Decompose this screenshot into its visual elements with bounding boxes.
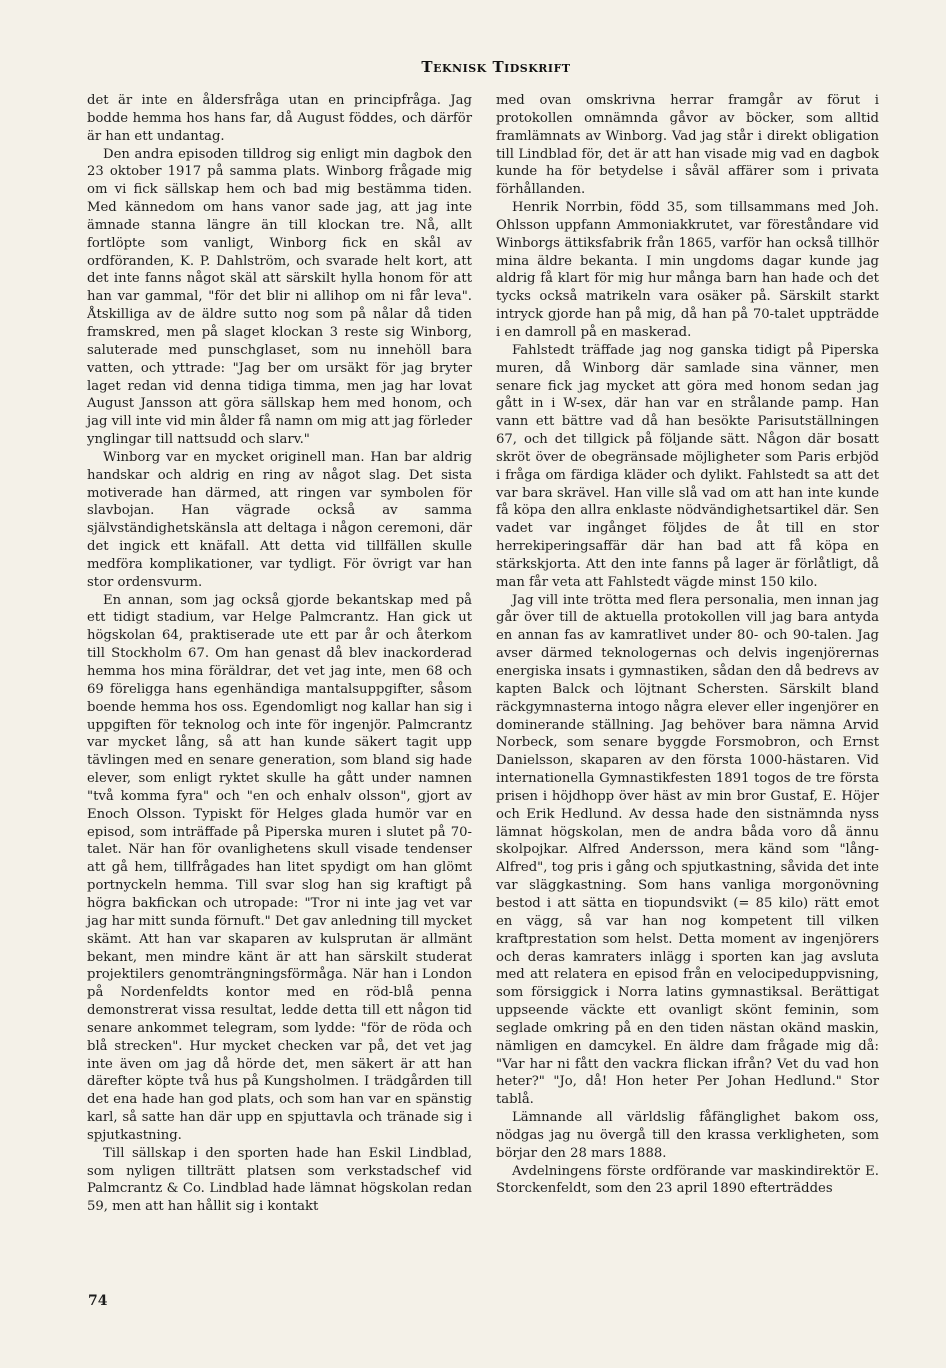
page-number: 74 <box>88 1293 108 1309</box>
journal-header: Teknisk Tidskrift <box>421 58 571 76</box>
paragraph: Avdelningens förste ordförande var maskindirektör E. Storckenfeldt, som den 23 april 1890 efterträddes <box>496 1163 879 1197</box>
paragraph: Lämnande all världslig fåfänglighet bakom oss, nödgas jag nu övergå till den krassa verkligheten, som börjar den 28 mars 1888. <box>496 1110 879 1161</box>
right-column <box>496 92 879 1198</box>
left-column <box>87 92 472 1216</box>
paragraph: Jag vill inte trötta med flera personalia, men innan jag går över till de aktuella protokollen vill jag bara antyda en annan fas av kamratlivet under 80- och 90-talen. Jag avser därmed teknologernas och delvis ingenjörernas energiska insats i gymnastiken, sådan den då bedrevs av kapten Balck och löjtnant Schersten. Särskilt bland räckgymnasterna intogo några elever eller ingenjörer en dominerande ställning. Jag behöver bara nämna Arvid Norbeck, som senare byggde Forsmobron, och Ernst Danielsson, skaparen av den första 1000-hästaren. Vid internationella Gymnastikfesten 1891 togos de tre första prisen i höjdhopp över häst av min bror Gustaf, E. Höjer och Erik Hedlund. Av dessa hade den sistnämnda nyss lämnat högskolan, men de andra båda voro då ännu skolpojkar. Alfred Andersson, mera känd som "lång-Alfred", tog pris i gång och spjutkastning, såvida det inte var släggkastning. Som hans vanliga morgonövning bestod i att sätta en tiopundsvikt (= 85 kilo) rätt emot en vägg, så var han nog kompetent till vilken kraftprestation som helst. Detta moment av ingenjörers och deras kamraters inlägg i sporten kan jag avsluta med att relatera en episod från en velocipeduppvisning, som försiggick i Norra latins gymnastiksal. Berättigat uppseende väckte ett ovanligt skönt feminin, som seglade omkring på en den tiden nästan okänd maskin, nämligen en damcykel. En äldre dam frågade mig då: "Var har ni fått den vackra flickan ifrån? Vet du vad hon heter?" "Jo, då! Hon heter Per Johan Hedlund." Stor tablå. <box>496 592 879 1108</box>
paragraph: Winborg var en mycket originell man. Han bar aldrig handskar och aldrig en ring av något slag. Det sista motiverade han därmed, att ringen var symbolen för slavbojan. Han vägrade också av samma självständighetskänsla att deltaga i någon ceremoni, där det ingick ett knäfall. Att detta vid tillfällen skulle medföra komplikationer, var tydligt. För övrigt var han stor ordensvurm. <box>87 449 472 590</box>
paragraph: med ovan omskrivna herrar framgår av förut i protokollen omnämnda gåvor av böcker, som alltid framlämnats av Winborg. Vad jag står i direkt obligation till Lindblad för, det är att han visade mig vad en dagbok kunde ha för betydelse i såväl affärer som i privata förhållanden. <box>496 93 879 198</box>
paragraph: Henrik Norrbin, född 35, som tillsammans med Joh. Ohlsson uppfann Ammoniakkrutet, var föreståndare vid Winborgs ättiksfabrik från 1865, varför han också tillhör mina äldre bekanta. I min ungdoms dagar kunde jag aldrig få klart för mig hur många barn han hade och det tycks också matrikeln vara osäker på. Särskilt starkt intryck gjorde han på mig, då han på 70-talet uppträdde i en damroll på en maskerad. <box>496 200 879 340</box>
paragraph: Till sällskap i den sporten hade han Eskil Lindblad, som nyligen tillträtt platsen som verkstadschef vid Palmcrantz & Co. Lindblad hade lämnat högskolan redan 59, men att han hållit sig i kontakt <box>87 1145 472 1215</box>
paragraph: Den andra episoden tilldrog sig enligt min dagbok den 23 oktober 1917 på samma plats. Winborg frågade mig om vi fick sällskap hem och bad mig bestämma tiden. Med kännedom om hans vanor sade jag, att jag inte ämnade stanna längre än till klockan tre. Nå, allt fortlöpte som vanligt, Winborg fick en skål av ordföranden, K. P. Dahlström, och svarade helt kort, att det inte fanns något skäl att särskilt hylla honom för att han var gammal, "för det blir ni allihop om ni får leva". Åtskilliga av de äldre sutto nog som på nålar då tiden framskred, men på slaget klockan 3 reste sig Winborg, saluterade med punschglaset, som nu innehöll bara vatten, och yttrade: "Jag ber om ursäkt för jag bryter laget redan vid denna tidiga timma, men jag har lovat August Jansson att göra sällskap hem med honom, och jag vill inte vid min ålder få namn om mig att jag förleder ynglingar till nattsudd och slarv." <box>87 146 472 448</box>
paragraph: Fahlstedt träffade jag nog ganska tidigt på Piperska muren, då Winborg där samlade sina vänner, men senare fick jag mycket att göra med honom sedan jag gått in i W-sex, där han var en strålande pamp. Han vann ett bättre vad då han besökte Parisutställningen 67, och det tillgick på följande sätt. Någon där bosatt skröt över de obegränsade möjligheter som Paris erbjöd i fråga om färdiga kläder och dylikt. Fahlstedt sa att det var bara skrävel. Han ville slå vad om att han inte kunde få köpa den allra enklaste nödvändighetsartikel där. Sen vadet var ingånget följdes de åt till en stor herrekiperingsaffär där han bad att få köpa en stärkskjorta. Att den inte fanns på lager är förlåtligt, då man får veta att Fahlstedt vägde minst 150 kilo. <box>496 342 879 590</box>
paragraph: det är inte en åldersfråga utan en principfråga. Jag bodde hemma hos hans far, då August föddes, och därför är han ett undantag. <box>87 93 472 144</box>
paragraph: En annan, som jag också gjorde bekantskap med på ett tidigt stadium, var Helge Palmcrantz. Han gick ut högskolan 64, praktiserade ute ett par år och återkom till Stockholm 67. Om han genast då blev inackorderad hemma hos mina föräldrar, det vet jag inte, men 68 och 69 föreligga hans egenhändiga mantalsuppgifter, såsom boende hemma hos oss. Egendomligt nog kallar han sig i uppgiften för teknolog och inte för ingenjör. Palmcrantz var mycket lång, så att han kunde säkert tagit upp tävlingen med en senare generation, som bland sig hade elever, som enligt ryktet skulle ha gått under namnen "två komma fyra" och "en och enhalv olsson", gjort av Enoch Olsson. Typiskt för Helges glada humör var en episod, som inträffade på Piperska muren i slutet på 70-talet. När han för ovanlighetens skull visade tendenser att gå hem, tillfrågades han litet spydigt om han glömt portnyckeln hemma. Till svar slog han sig kraftigt på högra bakfickan och utropade: "Tror ni inte jag vet var jag har mitt sunda förnuft." Det gav anledning till mycket skämt. Att han var skaparen av kulsprutan är allmänt bekant, men mindre känt är att han särskilt studerat projektilers genomträngningsförmåga. När han i London på Nordenfeldts kontor med en röd-blå penna demonstrerat vissa resultat, ledde detta till ett någon tid senare ankommet telegram, som lydde: "för de röda och blå strecken". Hur mycket checken var på, det vet jag inte även om jag då hörde det, men säkert är att han därefter köpte två hus på Kungsholmen. I trädgården till det ena hade han god plats, och som han var en spänstig karl, så satte han där upp en spjuttavla och tränade sig i spjutkastning. <box>87 592 472 1143</box>
